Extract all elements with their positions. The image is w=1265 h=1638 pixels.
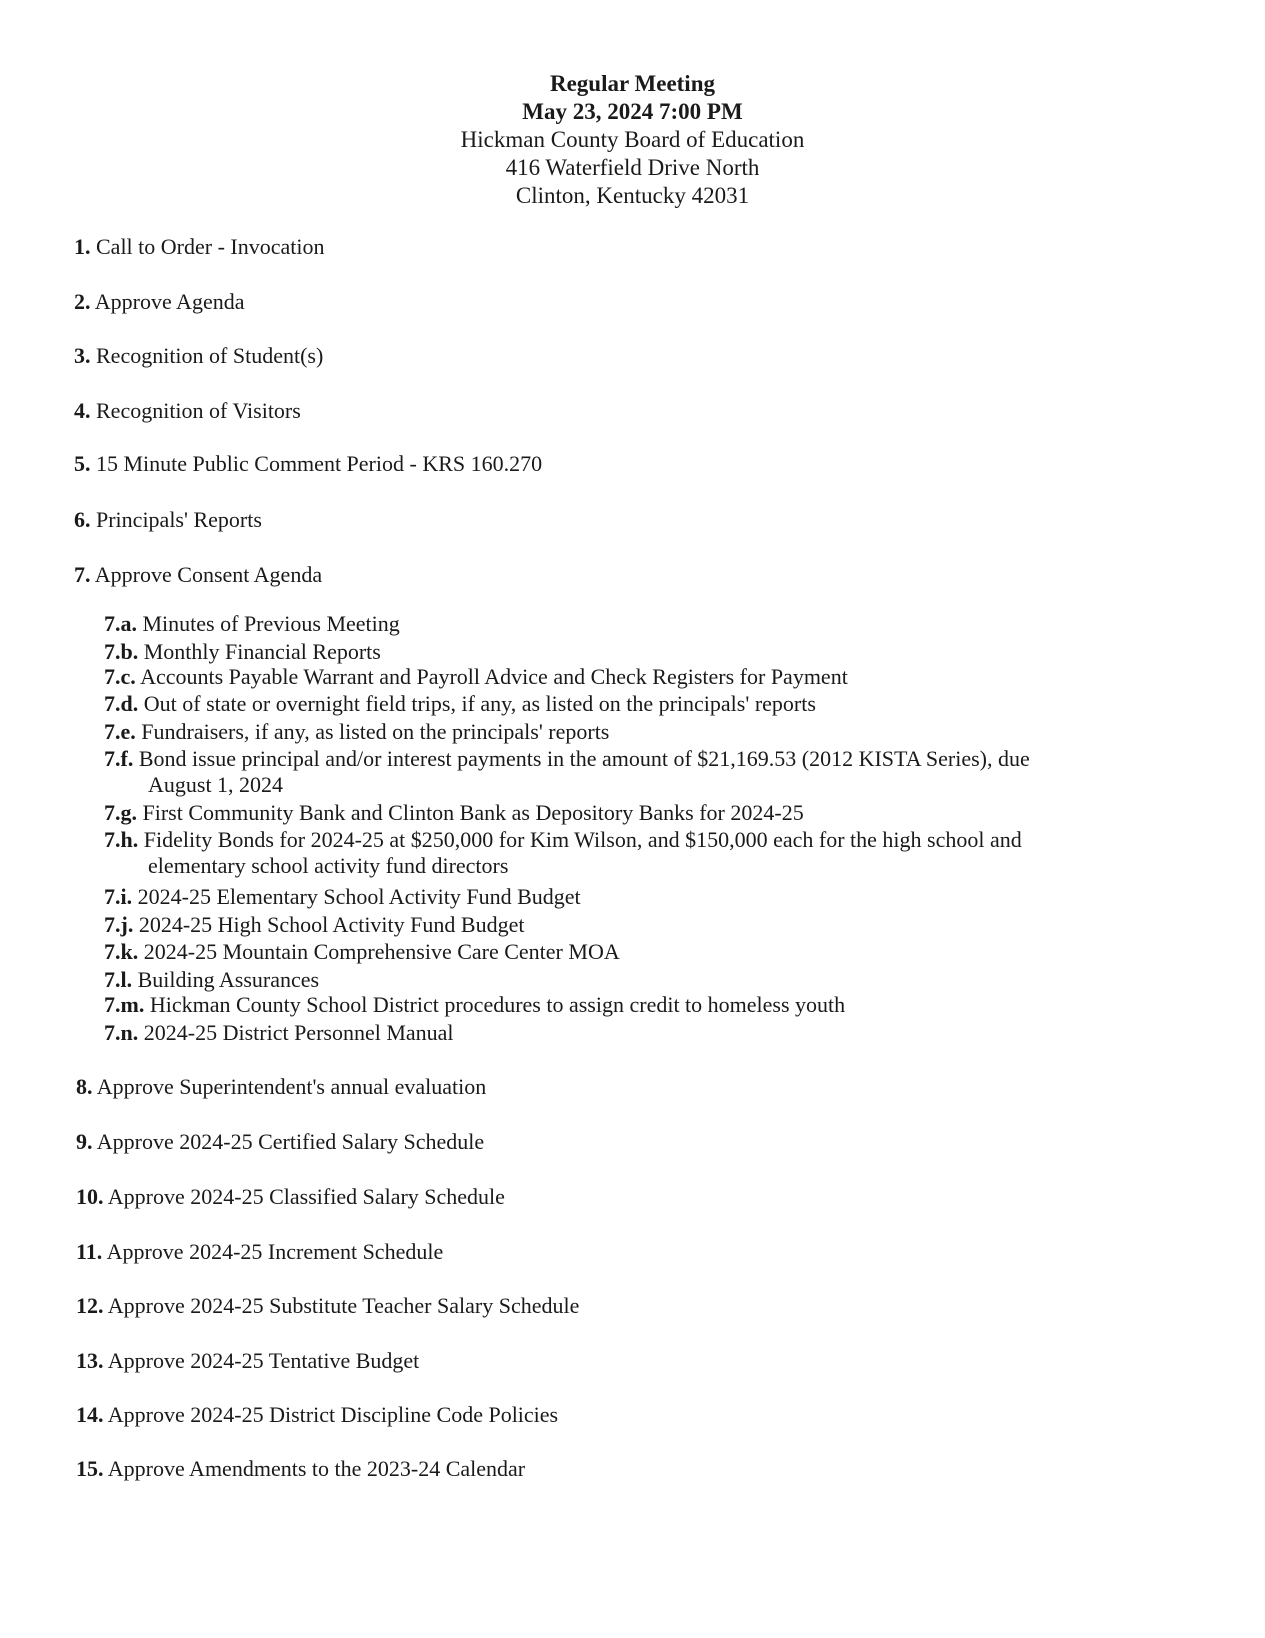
- agenda-item: [74, 398, 301, 424]
- subitem-text: 2024-25 Elementary School Activity Fund Budget: [137, 884, 581, 909]
- item-text: Approve 2024-25 Substitute Teacher Salary Schedule: [107, 1293, 580, 1318]
- subitem-number: 7.m.: [104, 992, 145, 1017]
- subitem-number: 7.f.: [104, 746, 134, 771]
- subitem-number: 7.e.: [104, 719, 136, 744]
- subitem-number: 7.k.: [104, 939, 139, 964]
- agenda-item: [74, 451, 542, 477]
- subitem-number: 7.a.: [104, 611, 137, 636]
- consent-subitem: [104, 639, 1214, 665]
- subitem-text: 2024-25 High School Activity Fund Budget: [138, 912, 525, 937]
- agenda-item: [74, 289, 244, 315]
- organization-name: Hickman County Board of Education: [460, 127, 805, 152]
- item-number: 5.: [74, 451, 91, 476]
- item-text: Approve 2024-25 Tentative Budget: [107, 1348, 420, 1373]
- subitem-text: 2024-25 Mountain Comprehensive Care Center MOA: [143, 939, 620, 964]
- agenda-item: [76, 1184, 505, 1210]
- subitem-text: Minutes of Previous Meeting: [142, 611, 400, 636]
- subitem-text: Fidelity Bonds for 2024-25 at $250,000 for Kim Wilson, and $150,000 each for the high school and: [143, 827, 1022, 852]
- meeting-title: Regular Meeting: [549, 71, 715, 96]
- subitem-number: 7.b.: [104, 639, 139, 664]
- agenda-item: [76, 1074, 486, 1100]
- subitem-text: Out of state or overnight field trips, if any, as listed on the principals' reports: [143, 691, 816, 716]
- item-number: 8.: [76, 1074, 93, 1099]
- consent-subitem: [104, 1020, 1214, 1046]
- subitem-text: Hickman County School District procedures to assign credit to homeless youth: [149, 992, 846, 1017]
- consent-subitem: [104, 912, 1214, 938]
- subitem-text: Accounts Payable Warrant and Payroll Advice and Check Registers for Payment: [140, 664, 848, 689]
- agenda-item: [74, 507, 262, 533]
- item-number: 9.: [76, 1129, 93, 1154]
- consent-subitem: [104, 967, 1214, 993]
- agenda-item: [74, 562, 322, 588]
- item-text: Call to Order - Invocation: [96, 234, 325, 259]
- address-line-1: 416 Waterfield Drive North: [505, 155, 760, 180]
- subitem-text: 2024-25 District Personnel Manual: [143, 1020, 454, 1045]
- consent-subitem: [104, 800, 1214, 826]
- subitem-text: Monthly Financial Reports: [143, 639, 381, 664]
- consent-subitem: [104, 939, 1214, 965]
- subitem-number: 7.c.: [104, 664, 136, 689]
- subitem-number: 7.d.: [104, 691, 139, 716]
- item-text: Approve Amendments to the 2023-24 Calendar: [107, 1456, 526, 1481]
- item-text: Recognition of Student(s): [96, 343, 324, 368]
- item-number: 3.: [74, 343, 91, 368]
- agenda-header: [0, 70, 1265, 210]
- consent-subitem: [104, 611, 1214, 637]
- item-text: Principals' Reports: [96, 507, 262, 532]
- subitem-continuation: August 1, 2024: [148, 772, 284, 797]
- subitem-number: 7.j.: [104, 912, 134, 937]
- item-number: 13.: [76, 1348, 104, 1373]
- subitem-text: First Community Bank and Clinton Bank as Depository Banks for 2024-25: [142, 800, 804, 825]
- agenda-item: [74, 234, 325, 260]
- item-text: Approve 2024-25 Increment Schedule: [106, 1239, 444, 1264]
- subitem-number: 7.i.: [104, 884, 133, 909]
- subitem-number: 7.l.: [104, 967, 133, 992]
- item-number: 7.: [74, 562, 91, 587]
- consent-subitem: [104, 664, 1214, 690]
- subitem-continuation: elementary school activity fund directors: [148, 853, 509, 878]
- agenda-item: [74, 343, 323, 369]
- item-number: 15.: [76, 1456, 104, 1481]
- consent-subitem: [104, 691, 1214, 717]
- agenda-item: [76, 1129, 484, 1155]
- item-text: Approve Agenda: [94, 289, 245, 314]
- item-text: 15 Minute Public Comment Period - KRS 160.270: [96, 451, 543, 476]
- item-text: Approve 2024-25 District Discipline Code Policies: [107, 1402, 559, 1427]
- consent-subitem: [104, 884, 1214, 910]
- item-number: 10.: [76, 1184, 104, 1209]
- agenda-item: [76, 1348, 419, 1374]
- item-number: 2.: [74, 289, 91, 314]
- item-number: 11.: [76, 1239, 103, 1264]
- item-number: 4.: [74, 398, 91, 423]
- address-line-2: Clinton, Kentucky 42031: [515, 183, 750, 208]
- item-text: Approve 2024-25 Certified Salary Schedule: [96, 1129, 485, 1154]
- agenda-item: [76, 1239, 443, 1265]
- item-number: 12.: [76, 1293, 104, 1318]
- item-text: Recognition of Visitors: [96, 398, 301, 423]
- subitem-text: Fundraisers, if any, as listed on the principals' reports: [141, 719, 610, 744]
- subitem-number: 7.g.: [104, 800, 137, 825]
- subitem-text: Bond issue principal and/or interest payments in the amount of $21,169.53 (2012 KISTA Series), due: [138, 746, 1030, 771]
- consent-subitem: [104, 719, 1214, 745]
- subitem-text: Building Assurances: [137, 967, 320, 992]
- consent-subitem: [104, 746, 1214, 798]
- agenda-item: [76, 1293, 579, 1319]
- consent-subitem: [104, 827, 1214, 879]
- agenda-item: [76, 1402, 558, 1428]
- item-number: 6.: [74, 507, 91, 532]
- meeting-datetime: May 23, 2024 7:00 PM: [522, 99, 743, 124]
- item-number: 1.: [74, 234, 91, 259]
- subitem-number: 7.n.: [104, 1020, 139, 1045]
- agenda-item: [76, 1456, 525, 1482]
- item-text: Approve Consent Agenda: [94, 562, 323, 587]
- subitem-number: 7.h.: [104, 827, 139, 852]
- item-text: Approve 2024-25 Classified Salary Schedule: [107, 1184, 505, 1209]
- consent-subitem: [104, 992, 1214, 1018]
- item-text: Approve Superintendent's annual evaluation: [96, 1074, 487, 1099]
- item-number: 14.: [76, 1402, 104, 1427]
